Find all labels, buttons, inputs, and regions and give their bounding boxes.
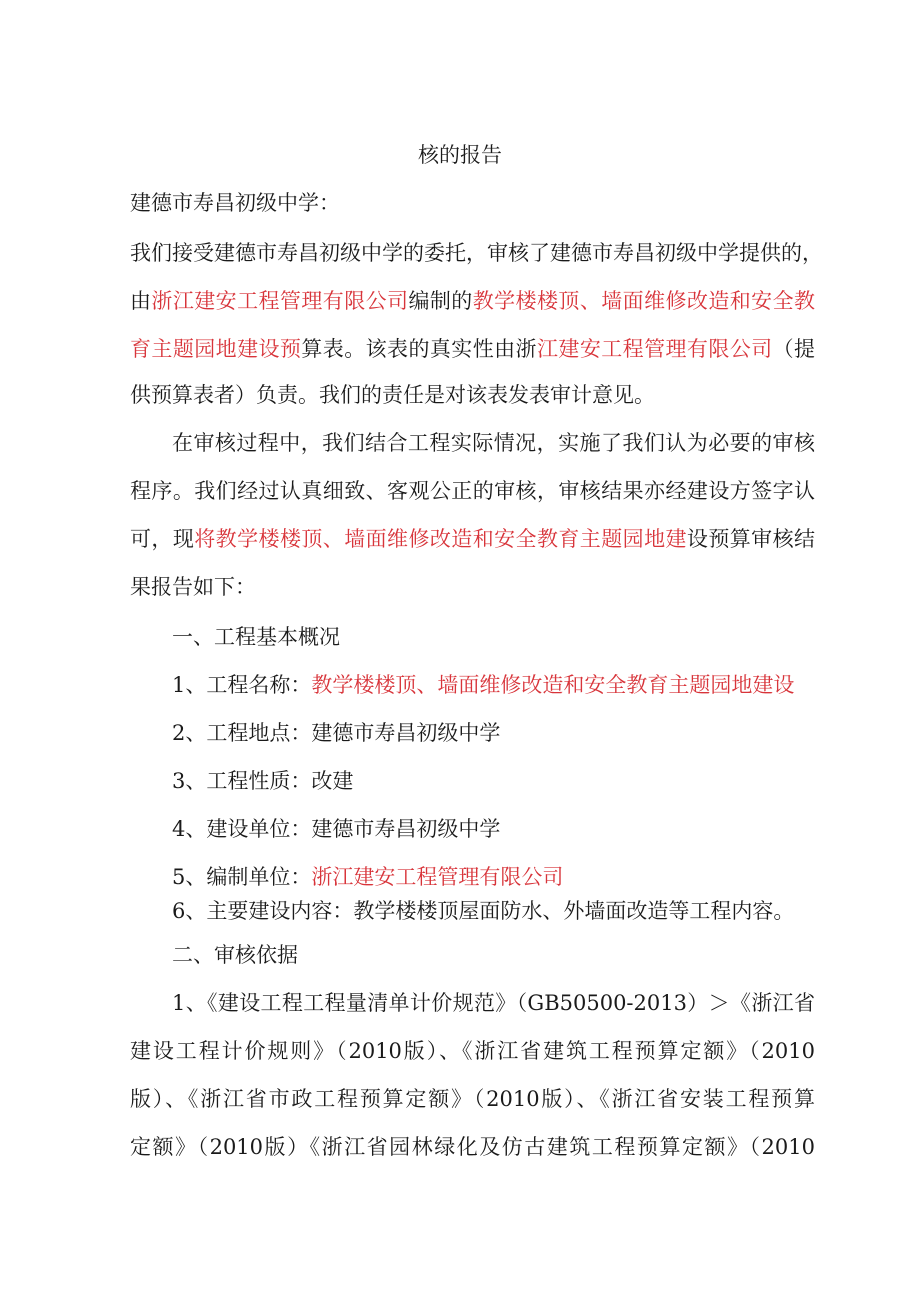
para1-line2 — [130, 287, 815, 315]
item-compiler-unit-label: 5、编制单位： — [172, 865, 312, 889]
section1-heading: 一、工程基本概况 — [172, 625, 340, 649]
para2-line1: 在审核过程中，我们结合工程实际情况，实施了我们认为必要的审核 — [172, 431, 815, 455]
compiler-company-2: 江建安工程管理有限公司 — [536, 337, 773, 361]
project-name-2: 将教学楼楼顶、墙面维修改造和安全教育主题园地建 — [194, 527, 687, 551]
basis-line1: 1、《建设工程工程量清单计价规范》（GB50500-2013）＞《浙江省 — [172, 991, 815, 1015]
report-title: 核的报告 — [418, 143, 502, 167]
para1-line3 — [130, 335, 815, 363]
project-name-1-cont: 育主题园地建设预 — [130, 337, 302, 361]
salutation: 建德市寿昌初级中学： — [130, 191, 340, 215]
item-project-location: 2、工程地点：建德市寿昌初级中学 — [172, 721, 501, 745]
item-construction-unit: 4、建设单位：建德市寿昌初级中学 — [172, 817, 501, 841]
para1-line4: 供预算表者）负责。我们的责任是对该表发表审计意见。 — [130, 383, 655, 407]
para1-line2-a: 由 — [130, 289, 152, 313]
basis-line2: 建设工程计价规则》（2010版）、《浙江省建筑工程预算定额》（2010 — [130, 1039, 815, 1063]
para2-line4: 果报告如下： — [130, 575, 256, 599]
section2-heading: 二、审核依据 — [172, 943, 298, 967]
item-project-name-value: 教学楼楼顶、墙面维修改造和安全教育主题园地建设 — [311, 673, 795, 697]
item-project-name-label: 1、工程名称： — [172, 673, 312, 697]
para2-line3-c: 设预算审核结 — [686, 527, 816, 551]
item-main-content: 6、主要建设内容：教学楼楼顶屋面防水、外墙面改造等工程内容。 — [172, 899, 795, 923]
para1-line3-d: （提 — [772, 337, 816, 361]
item-project-name — [172, 671, 794, 699]
item-compiler-unit — [172, 863, 563, 891]
project-name-1: 教学楼楼顶、墙面维修改造和安全教 — [472, 289, 816, 313]
para2-line3 — [130, 525, 815, 553]
item-project-nature: 3、工程性质：改建 — [172, 769, 354, 793]
para2-line3-a: 可，现 — [130, 527, 195, 551]
basis-line3: 版）、《浙江省市政工程预算定额》（2010版）、《浙江省安装工程预算 — [130, 1087, 815, 1111]
item-compiler-unit-value: 浙江建安工程管理有限公司 — [311, 865, 564, 889]
para1-line2-c: 编制的 — [408, 289, 473, 313]
para2-line2: 程序。我们经过认真细致、客观公正的审核，审核结果亦经建设方签字认 — [130, 479, 815, 503]
para1-line3-b: 算表。该表的真实性由浙 — [301, 337, 537, 361]
compiler-company-1: 浙江建安工程管理有限公司 — [151, 289, 409, 313]
para1-line1: 我们接受建德市寿昌初级中学的委托，审核了建德市寿昌初级中学提供的， — [130, 241, 823, 265]
basis-line4: 定额》（2010版）《浙江省园林绿化及仿古建筑工程预算定额》（2010 — [130, 1135, 815, 1159]
